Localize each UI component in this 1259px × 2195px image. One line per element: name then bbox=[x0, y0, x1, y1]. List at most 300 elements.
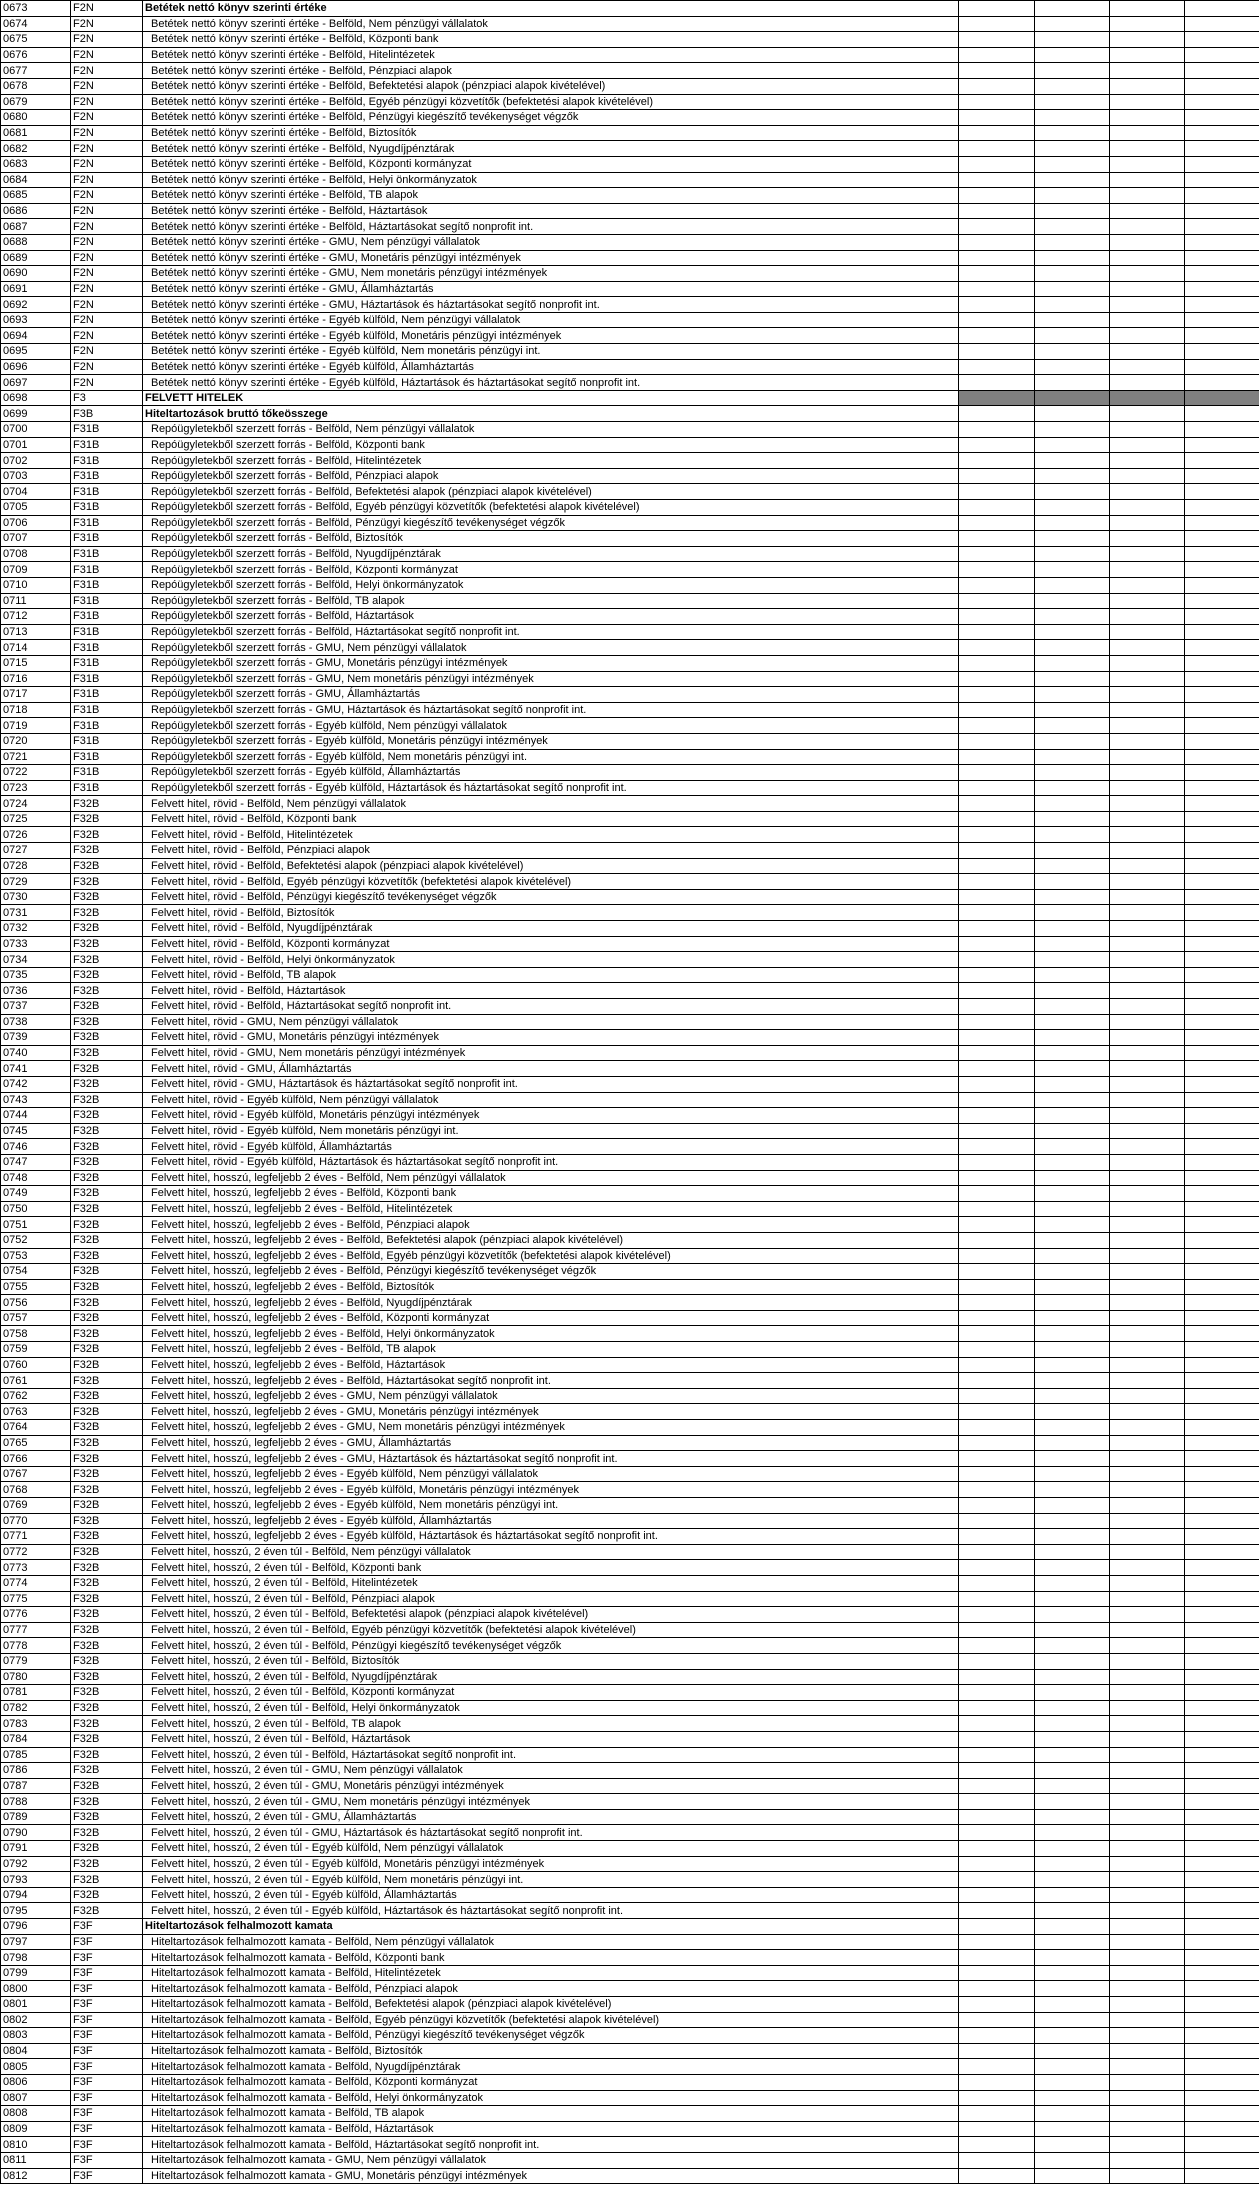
value-cell[interactable] bbox=[1110, 765, 1185, 781]
value-cell[interactable] bbox=[1185, 1529, 1259, 1545]
value-cell[interactable] bbox=[959, 1279, 1035, 1295]
value-cell[interactable] bbox=[959, 1544, 1035, 1560]
value-cell[interactable] bbox=[1185, 484, 1259, 500]
value-cell[interactable] bbox=[959, 2090, 1035, 2106]
value-cell[interactable] bbox=[1185, 936, 1259, 952]
value-cell[interactable] bbox=[1035, 406, 1110, 422]
value-cell[interactable] bbox=[1035, 1264, 1110, 1280]
value-cell[interactable] bbox=[959, 1591, 1035, 1607]
value-cell[interactable] bbox=[1185, 671, 1259, 687]
value-cell[interactable] bbox=[1035, 188, 1110, 204]
value-cell[interactable] bbox=[1110, 780, 1185, 796]
value-cell[interactable] bbox=[1110, 1030, 1185, 1046]
value-cell[interactable] bbox=[959, 78, 1035, 94]
value-cell[interactable] bbox=[1035, 1186, 1110, 1202]
value-cell[interactable] bbox=[1110, 702, 1185, 718]
value-cell[interactable] bbox=[1035, 1903, 1110, 1919]
value-cell[interactable] bbox=[1110, 94, 1185, 110]
value-cell[interactable] bbox=[1110, 1856, 1185, 1872]
value-cell[interactable] bbox=[1110, 1108, 1185, 1124]
value-cell[interactable] bbox=[1185, 1591, 1259, 1607]
value-cell[interactable] bbox=[1035, 437, 1110, 453]
value-cell[interactable] bbox=[1185, 1092, 1259, 1108]
value-cell[interactable] bbox=[1110, 1342, 1185, 1358]
value-cell[interactable] bbox=[1185, 406, 1259, 422]
value-cell[interactable] bbox=[1110, 718, 1185, 734]
value-cell[interactable] bbox=[1035, 78, 1110, 94]
value-cell[interactable] bbox=[959, 453, 1035, 469]
value-cell[interactable] bbox=[959, 1045, 1035, 1061]
value-cell[interactable] bbox=[1110, 905, 1185, 921]
value-cell[interactable] bbox=[959, 1388, 1035, 1404]
value-cell[interactable] bbox=[1110, 1232, 1185, 1248]
value-cell[interactable] bbox=[959, 16, 1035, 32]
value-cell[interactable] bbox=[1035, 1420, 1110, 1436]
value-cell[interactable] bbox=[1035, 312, 1110, 328]
value-cell[interactable] bbox=[1035, 1154, 1110, 1170]
value-cell[interactable] bbox=[1110, 1482, 1185, 1498]
value-cell[interactable] bbox=[1035, 172, 1110, 188]
value-cell[interactable] bbox=[1110, 1903, 1185, 1919]
value-cell[interactable] bbox=[1035, 858, 1110, 874]
value-cell[interactable] bbox=[959, 2028, 1035, 2044]
value-cell[interactable] bbox=[1035, 1, 1110, 17]
value-cell[interactable] bbox=[1035, 1248, 1110, 1264]
value-cell[interactable] bbox=[959, 1653, 1035, 1669]
value-cell[interactable] bbox=[1110, 266, 1185, 282]
value-cell[interactable] bbox=[959, 1139, 1035, 1155]
value-cell[interactable] bbox=[1185, 500, 1259, 516]
value-cell[interactable] bbox=[1185, 702, 1259, 718]
value-cell[interactable] bbox=[1185, 640, 1259, 656]
value-cell[interactable] bbox=[1185, 655, 1259, 671]
value-cell[interactable] bbox=[959, 172, 1035, 188]
value-cell[interactable] bbox=[1185, 546, 1259, 562]
value-cell[interactable] bbox=[1110, 531, 1185, 547]
value-cell[interactable] bbox=[959, 328, 1035, 344]
value-cell[interactable] bbox=[1110, 2090, 1185, 2106]
value-cell[interactable] bbox=[959, 32, 1035, 48]
value-cell[interactable] bbox=[959, 609, 1035, 625]
value-cell[interactable] bbox=[1035, 1201, 1110, 1217]
value-cell[interactable] bbox=[1110, 344, 1185, 360]
value-cell[interactable] bbox=[1035, 1794, 1110, 1810]
value-cell[interactable] bbox=[1110, 1950, 1185, 1966]
value-cell[interactable] bbox=[959, 1186, 1035, 1202]
value-cell[interactable] bbox=[959, 1560, 1035, 1576]
value-cell[interactable] bbox=[1035, 390, 1110, 406]
value-cell[interactable] bbox=[959, 110, 1035, 126]
value-cell[interactable] bbox=[959, 1248, 1035, 1264]
value-cell[interactable] bbox=[1110, 593, 1185, 609]
value-cell[interactable] bbox=[1185, 234, 1259, 250]
value-cell[interactable] bbox=[1185, 765, 1259, 781]
value-cell[interactable] bbox=[1185, 125, 1259, 141]
value-cell[interactable] bbox=[1110, 2106, 1185, 2122]
value-cell[interactable] bbox=[959, 219, 1035, 235]
value-cell[interactable] bbox=[1035, 2059, 1110, 2075]
value-cell[interactable] bbox=[959, 1794, 1035, 1810]
value-cell[interactable] bbox=[959, 1404, 1035, 1420]
value-cell[interactable] bbox=[1035, 952, 1110, 968]
value-cell[interactable] bbox=[1035, 936, 1110, 952]
value-cell[interactable] bbox=[1185, 312, 1259, 328]
value-cell[interactable] bbox=[1185, 1763, 1259, 1779]
value-cell[interactable] bbox=[1185, 1154, 1259, 1170]
value-cell[interactable] bbox=[1185, 2059, 1259, 2075]
value-cell[interactable] bbox=[1110, 687, 1185, 703]
value-cell[interactable] bbox=[1185, 1513, 1259, 1529]
value-cell[interactable] bbox=[959, 266, 1035, 282]
value-cell[interactable] bbox=[1110, 1669, 1185, 1685]
value-cell[interactable] bbox=[1185, 281, 1259, 297]
value-cell[interactable] bbox=[1110, 640, 1185, 656]
value-cell[interactable] bbox=[959, 1747, 1035, 1763]
value-cell[interactable] bbox=[1035, 577, 1110, 593]
value-cell[interactable] bbox=[1185, 593, 1259, 609]
value-cell[interactable] bbox=[1185, 1809, 1259, 1825]
value-cell[interactable] bbox=[1110, 983, 1185, 999]
value-cell[interactable] bbox=[959, 1716, 1035, 1732]
value-cell[interactable] bbox=[1110, 1264, 1185, 1280]
value-cell[interactable] bbox=[959, 811, 1035, 827]
value-cell[interactable] bbox=[1185, 2043, 1259, 2059]
value-cell[interactable] bbox=[1035, 733, 1110, 749]
value-cell[interactable] bbox=[1035, 1279, 1110, 1295]
value-cell[interactable] bbox=[1110, 921, 1185, 937]
value-cell[interactable] bbox=[1110, 1123, 1185, 1139]
value-cell[interactable] bbox=[1110, 1513, 1185, 1529]
value-cell[interactable] bbox=[959, 952, 1035, 968]
value-cell[interactable] bbox=[1035, 1622, 1110, 1638]
value-cell[interactable] bbox=[959, 250, 1035, 266]
value-cell[interactable] bbox=[1110, 1653, 1185, 1669]
value-cell[interactable] bbox=[1185, 1, 1259, 17]
value-cell[interactable] bbox=[1185, 297, 1259, 313]
value-cell[interactable] bbox=[1185, 219, 1259, 235]
value-cell[interactable] bbox=[1110, 1014, 1185, 1030]
value-cell[interactable] bbox=[959, 188, 1035, 204]
value-cell[interactable] bbox=[1185, 1170, 1259, 1186]
value-cell[interactable] bbox=[1185, 78, 1259, 94]
value-cell[interactable] bbox=[1110, 811, 1185, 827]
value-cell[interactable] bbox=[1110, 1700, 1185, 1716]
value-cell[interactable] bbox=[959, 1108, 1035, 1124]
value-cell[interactable] bbox=[1185, 2168, 1259, 2184]
value-cell[interactable] bbox=[1035, 921, 1110, 937]
value-cell[interactable] bbox=[959, 718, 1035, 734]
value-cell[interactable] bbox=[959, 1763, 1035, 1779]
value-cell[interactable] bbox=[1035, 1997, 1110, 2013]
value-cell[interactable] bbox=[1035, 1295, 1110, 1311]
value-cell[interactable] bbox=[1185, 63, 1259, 79]
value-cell[interactable] bbox=[959, 1326, 1035, 1342]
value-cell[interactable] bbox=[1185, 453, 1259, 469]
value-cell[interactable] bbox=[1035, 141, 1110, 157]
value-cell[interactable] bbox=[1185, 967, 1259, 983]
value-cell[interactable] bbox=[1035, 1451, 1110, 1467]
value-cell[interactable] bbox=[1035, 484, 1110, 500]
value-cell[interactable] bbox=[1110, 577, 1185, 593]
value-cell[interactable] bbox=[1185, 1342, 1259, 1358]
value-cell[interactable] bbox=[1110, 624, 1185, 640]
value-cell[interactable] bbox=[1035, 765, 1110, 781]
value-cell[interactable] bbox=[1035, 671, 1110, 687]
value-cell[interactable] bbox=[1185, 1887, 1259, 1903]
value-cell[interactable] bbox=[1110, 1560, 1185, 1576]
value-cell[interactable] bbox=[959, 515, 1035, 531]
value-cell[interactable] bbox=[1110, 671, 1185, 687]
value-cell[interactable] bbox=[1035, 16, 1110, 32]
value-cell[interactable] bbox=[1110, 749, 1185, 765]
value-cell[interactable] bbox=[1035, 1388, 1110, 1404]
value-cell[interactable] bbox=[1035, 1108, 1110, 1124]
value-cell[interactable] bbox=[1035, 2090, 1110, 2106]
value-cell[interactable] bbox=[1035, 1965, 1110, 1981]
value-cell[interactable] bbox=[959, 577, 1035, 593]
value-cell[interactable] bbox=[959, 796, 1035, 812]
value-cell[interactable] bbox=[1035, 110, 1110, 126]
value-cell[interactable] bbox=[1185, 1076, 1259, 1092]
value-cell[interactable] bbox=[959, 765, 1035, 781]
value-cell[interactable] bbox=[1110, 1825, 1185, 1841]
value-cell[interactable] bbox=[1035, 1731, 1110, 1747]
value-cell[interactable] bbox=[1110, 16, 1185, 32]
value-cell[interactable] bbox=[1035, 1872, 1110, 1888]
value-cell[interactable] bbox=[1185, 1965, 1259, 1981]
value-cell[interactable] bbox=[1110, 952, 1185, 968]
value-cell[interactable] bbox=[1185, 843, 1259, 859]
value-cell[interactable] bbox=[959, 2043, 1035, 2059]
value-cell[interactable] bbox=[1185, 1045, 1259, 1061]
value-cell[interactable] bbox=[1110, 406, 1185, 422]
value-cell[interactable] bbox=[1185, 32, 1259, 48]
value-cell[interactable] bbox=[1035, 1217, 1110, 1233]
value-cell[interactable] bbox=[959, 203, 1035, 219]
value-cell[interactable] bbox=[1185, 2090, 1259, 2106]
value-cell[interactable] bbox=[1035, 1435, 1110, 1451]
value-cell[interactable] bbox=[959, 967, 1035, 983]
value-cell[interactable] bbox=[1185, 811, 1259, 827]
value-cell[interactable] bbox=[1110, 281, 1185, 297]
value-cell[interactable] bbox=[1185, 1264, 1259, 1280]
value-cell[interactable] bbox=[959, 1420, 1035, 1436]
value-cell[interactable] bbox=[1110, 1201, 1185, 1217]
value-cell[interactable] bbox=[1110, 1404, 1185, 1420]
value-cell[interactable] bbox=[959, 702, 1035, 718]
value-cell[interactable] bbox=[959, 1061, 1035, 1077]
value-cell[interactable] bbox=[1185, 1248, 1259, 1264]
value-cell[interactable] bbox=[1035, 1809, 1110, 1825]
value-cell[interactable] bbox=[1035, 624, 1110, 640]
value-cell[interactable] bbox=[1035, 1498, 1110, 1514]
value-cell[interactable] bbox=[1110, 1295, 1185, 1311]
value-cell[interactable] bbox=[1110, 156, 1185, 172]
value-cell[interactable] bbox=[1035, 1981, 1110, 1997]
value-cell[interactable] bbox=[959, 624, 1035, 640]
value-cell[interactable] bbox=[1035, 1045, 1110, 1061]
value-cell[interactable] bbox=[959, 858, 1035, 874]
value-cell[interactable] bbox=[1035, 1607, 1110, 1623]
value-cell[interactable] bbox=[1035, 1310, 1110, 1326]
value-cell[interactable] bbox=[1035, 1919, 1110, 1935]
value-cell[interactable] bbox=[1110, 1279, 1185, 1295]
value-cell[interactable] bbox=[1185, 437, 1259, 453]
value-cell[interactable] bbox=[1185, 1981, 1259, 1997]
value-cell[interactable] bbox=[959, 1373, 1035, 1389]
value-cell[interactable] bbox=[1110, 1373, 1185, 1389]
value-cell[interactable] bbox=[1035, 32, 1110, 48]
value-cell[interactable] bbox=[1185, 2152, 1259, 2168]
value-cell[interactable] bbox=[959, 1498, 1035, 1514]
value-cell[interactable] bbox=[1185, 266, 1259, 282]
value-cell[interactable] bbox=[1110, 2121, 1185, 2137]
value-cell[interactable] bbox=[1185, 1061, 1259, 1077]
value-cell[interactable] bbox=[1185, 1560, 1259, 1576]
value-cell[interactable] bbox=[1110, 1139, 1185, 1155]
value-cell[interactable] bbox=[959, 780, 1035, 796]
value-cell[interactable] bbox=[1110, 1981, 1185, 1997]
value-cell[interactable] bbox=[1110, 312, 1185, 328]
value-cell[interactable] bbox=[1185, 1295, 1259, 1311]
value-cell[interactable] bbox=[1035, 250, 1110, 266]
value-cell[interactable] bbox=[959, 1451, 1035, 1467]
value-cell[interactable] bbox=[959, 1295, 1035, 1311]
value-cell[interactable] bbox=[1035, 1139, 1110, 1155]
value-cell[interactable] bbox=[1035, 94, 1110, 110]
value-cell[interactable] bbox=[959, 999, 1035, 1015]
value-cell[interactable] bbox=[1035, 47, 1110, 63]
value-cell[interactable] bbox=[1035, 2152, 1110, 2168]
value-cell[interactable] bbox=[1035, 234, 1110, 250]
value-cell[interactable] bbox=[959, 1154, 1035, 1170]
value-cell[interactable] bbox=[959, 983, 1035, 999]
value-cell[interactable] bbox=[1110, 1872, 1185, 1888]
value-cell[interactable] bbox=[1185, 1030, 1259, 1046]
value-cell[interactable] bbox=[959, 655, 1035, 671]
value-cell[interactable] bbox=[1185, 94, 1259, 110]
value-cell[interactable] bbox=[1035, 1934, 1110, 1950]
value-cell[interactable] bbox=[1110, 936, 1185, 952]
value-cell[interactable] bbox=[1110, 889, 1185, 905]
value-cell[interactable] bbox=[1110, 78, 1185, 94]
value-cell[interactable] bbox=[1185, 1607, 1259, 1623]
value-cell[interactable] bbox=[1110, 1420, 1185, 1436]
value-cell[interactable] bbox=[1110, 453, 1185, 469]
value-cell[interactable] bbox=[959, 156, 1035, 172]
value-cell[interactable] bbox=[1035, 1685, 1110, 1701]
value-cell[interactable] bbox=[1110, 1794, 1185, 1810]
value-cell[interactable] bbox=[1110, 1357, 1185, 1373]
value-cell[interactable] bbox=[959, 312, 1035, 328]
value-cell[interactable] bbox=[1185, 1747, 1259, 1763]
value-cell[interactable] bbox=[1185, 874, 1259, 890]
value-cell[interactable] bbox=[1185, 515, 1259, 531]
value-cell[interactable] bbox=[1185, 1310, 1259, 1326]
value-cell[interactable] bbox=[1110, 1685, 1185, 1701]
value-cell[interactable] bbox=[959, 2012, 1035, 2028]
value-cell[interactable] bbox=[1110, 1310, 1185, 1326]
value-cell[interactable] bbox=[1035, 63, 1110, 79]
value-cell[interactable] bbox=[1035, 811, 1110, 827]
value-cell[interactable] bbox=[1110, 2059, 1185, 2075]
value-cell[interactable] bbox=[1185, 780, 1259, 796]
value-cell[interactable] bbox=[959, 1934, 1035, 1950]
value-cell[interactable] bbox=[959, 905, 1035, 921]
value-cell[interactable] bbox=[1185, 718, 1259, 734]
value-cell[interactable] bbox=[1035, 1092, 1110, 1108]
value-cell[interactable] bbox=[959, 406, 1035, 422]
value-cell[interactable] bbox=[1035, 1170, 1110, 1186]
value-cell[interactable] bbox=[959, 1607, 1035, 1623]
value-cell[interactable] bbox=[1185, 1357, 1259, 1373]
value-cell[interactable] bbox=[1185, 172, 1259, 188]
value-cell[interactable] bbox=[1035, 1373, 1110, 1389]
value-cell[interactable] bbox=[1035, 281, 1110, 297]
value-cell[interactable] bbox=[1185, 359, 1259, 375]
value-cell[interactable] bbox=[959, 484, 1035, 500]
value-cell[interactable] bbox=[1110, 1731, 1185, 1747]
value-cell[interactable] bbox=[1035, 1326, 1110, 1342]
value-cell[interactable] bbox=[959, 47, 1035, 63]
value-cell[interactable] bbox=[1110, 1575, 1185, 1591]
value-cell[interactable] bbox=[1035, 2121, 1110, 2137]
value-cell[interactable] bbox=[1110, 1186, 1185, 1202]
value-cell[interactable] bbox=[1035, 2168, 1110, 2184]
value-cell[interactable] bbox=[1185, 1731, 1259, 1747]
value-cell[interactable] bbox=[959, 1856, 1035, 1872]
value-cell[interactable] bbox=[1035, 1950, 1110, 1966]
value-cell[interactable] bbox=[1110, 110, 1185, 126]
value-cell[interactable] bbox=[1110, 1451, 1185, 1467]
value-cell[interactable] bbox=[1110, 328, 1185, 344]
value-cell[interactable] bbox=[959, 1482, 1035, 1498]
value-cell[interactable] bbox=[1035, 1575, 1110, 1591]
value-cell[interactable] bbox=[1185, 1919, 1259, 1935]
value-cell[interactable] bbox=[1110, 546, 1185, 562]
value-cell[interactable] bbox=[959, 1014, 1035, 1030]
value-cell[interactable] bbox=[959, 1123, 1035, 1139]
value-cell[interactable] bbox=[1110, 234, 1185, 250]
value-cell[interactable] bbox=[1185, 1498, 1259, 1514]
value-cell[interactable] bbox=[959, 63, 1035, 79]
value-cell[interactable] bbox=[1035, 203, 1110, 219]
value-cell[interactable] bbox=[1185, 624, 1259, 640]
value-cell[interactable] bbox=[959, 1217, 1035, 1233]
value-cell[interactable] bbox=[1110, 655, 1185, 671]
value-cell[interactable] bbox=[959, 1903, 1035, 1919]
value-cell[interactable] bbox=[1185, 422, 1259, 438]
value-cell[interactable] bbox=[1035, 375, 1110, 391]
value-cell[interactable] bbox=[1185, 1685, 1259, 1701]
value-cell[interactable] bbox=[1035, 1716, 1110, 1732]
value-cell[interactable] bbox=[1185, 1653, 1259, 1669]
value-cell[interactable] bbox=[1035, 1357, 1110, 1373]
value-cell[interactable] bbox=[959, 281, 1035, 297]
value-cell[interactable] bbox=[1035, 531, 1110, 547]
value-cell[interactable] bbox=[1035, 2012, 1110, 2028]
value-cell[interactable] bbox=[1110, 125, 1185, 141]
value-cell[interactable] bbox=[1110, 1388, 1185, 1404]
value-cell[interactable] bbox=[1035, 827, 1110, 843]
value-cell[interactable] bbox=[1185, 2028, 1259, 2044]
value-cell[interactable] bbox=[959, 889, 1035, 905]
value-cell[interactable] bbox=[1035, 967, 1110, 983]
value-cell[interactable] bbox=[1185, 1544, 1259, 1560]
value-cell[interactable] bbox=[959, 936, 1035, 952]
value-cell[interactable] bbox=[959, 2152, 1035, 2168]
value-cell[interactable] bbox=[1110, 1, 1185, 17]
